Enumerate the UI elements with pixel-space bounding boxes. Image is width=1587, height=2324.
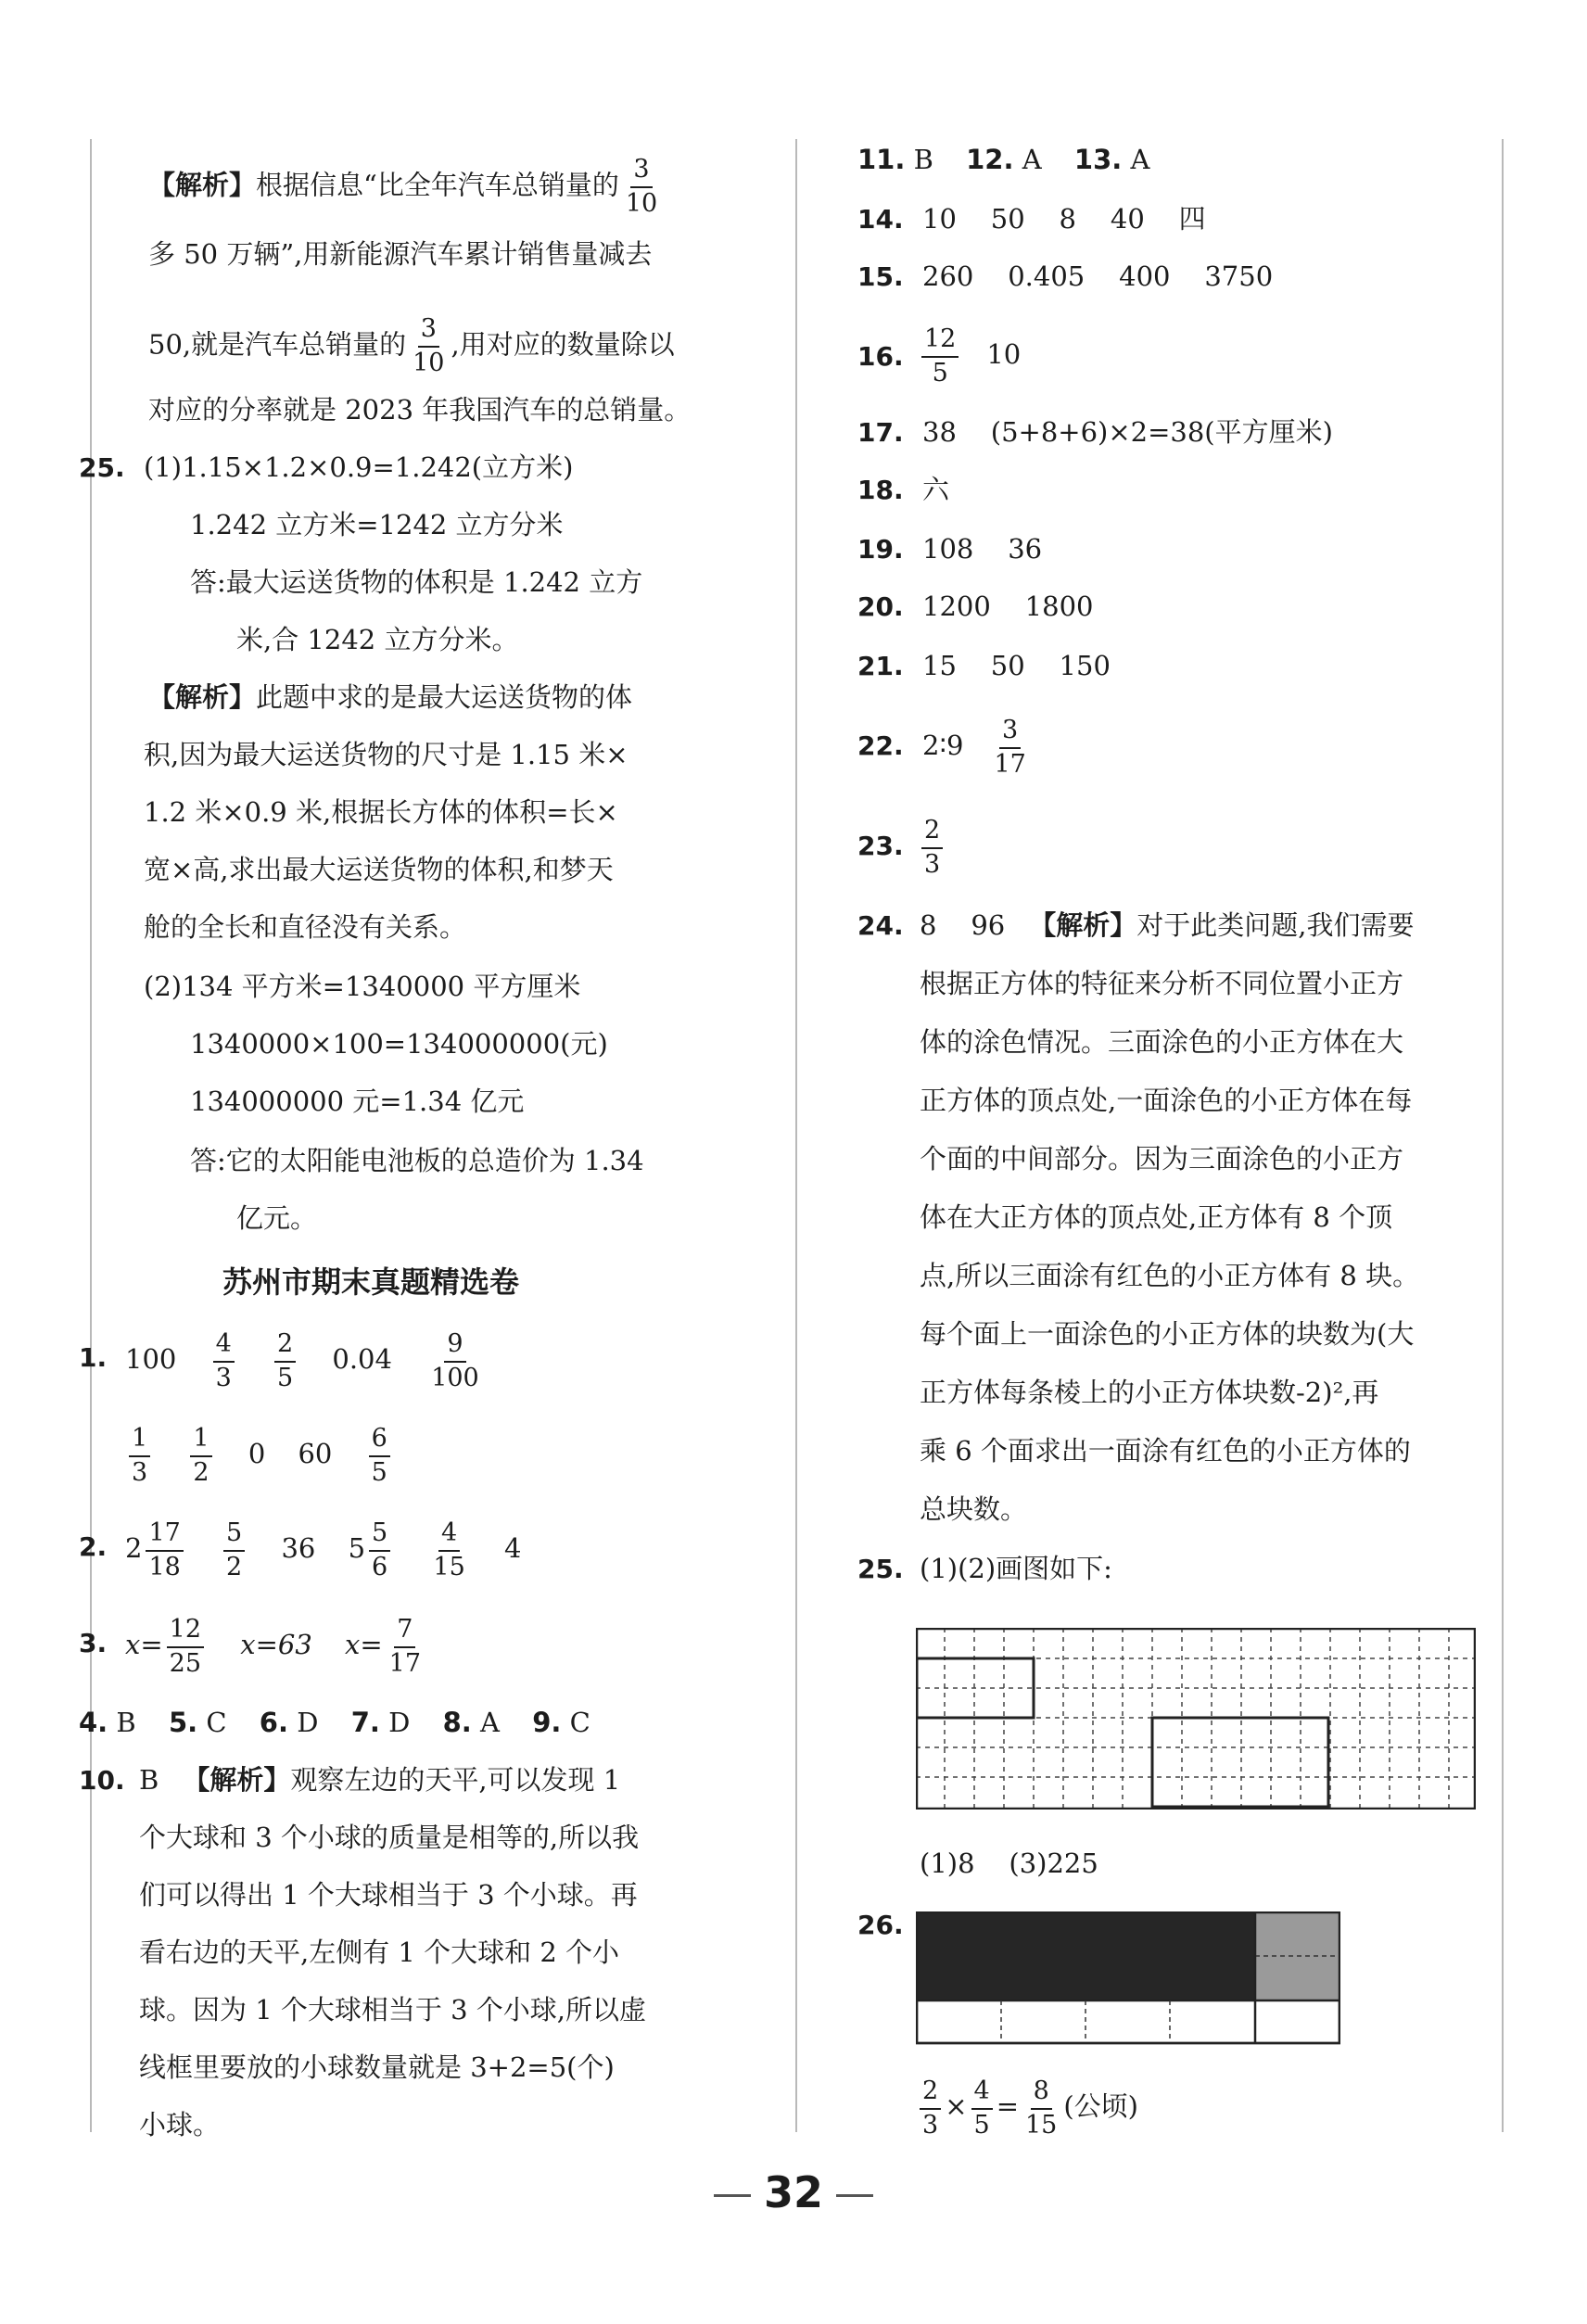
answer-line: 六 [922,474,950,505]
answer-row: 11. B 12. A 13. A [857,144,1150,175]
answer-line: (2)134 平方米=1340000 平方厘米 [144,971,581,1002]
question-number: 25. [79,452,125,483]
answer-line: 38 (5+8+6)×2=38(平方厘米) [922,416,1333,448]
unshaded-region [917,2000,1339,2043]
analysis-line: 小球。 [139,2109,221,2140]
fraction: $\frac{4}{5}$ [971,2077,993,2140]
analysis-line: 体的涂色情况。三面涂色的小正方体在大 [920,1026,1404,1058]
analysis-line: 体在大正方体的顶点处,正方体有 8 个顶 [920,1201,1393,1233]
analysis-line: 50,就是汽车总销量的 $\frac{3}{10}$ ,用对应的数量除以 [148,314,675,377]
fraction: $\frac{5}{6}$ [369,1519,390,1581]
analysis-line: 总块数。 [920,1493,1028,1525]
analysis-line: 1.2 米×0.9 米,根据长方体的体积=长× [144,796,618,828]
center-column-rule [795,139,797,2132]
answer-row: 2∶9 $\frac{3}{17}$ [922,710,1033,781]
fraction: $\frac{17}{18}$ [146,1519,183,1581]
answer-line: (1)1.15×1.2×0.9=1.242(立方米) [144,451,574,483]
question-number: 18. [857,475,904,505]
analysis-tag: 【解析】 [183,1764,291,1796]
analysis-line: 线框里要放的小球数量就是 3+2=5(个) [139,2051,615,2083]
answer-line: 1200 1800 [922,591,1094,622]
analysis-line: 们可以得出 1 个大球相当于 3 个小球。再 [139,1879,638,1911]
fraction: $\frac{3}{10}$ [413,314,445,377]
analysis-line: 点,所以三面涂有红色的小正方体有 8 块。 [920,1260,1420,1291]
question-number: 19. [857,534,904,565]
analysis-line: 根据正方体的特征来分析不同位置小正方 [920,968,1404,999]
answer-line: 答:最大运送货物的体积是 1.242 立方 [190,566,643,598]
answer-line: 1340000×100=134000000(元) [190,1028,608,1060]
answer-line: 260 0.405 400 3750 [922,260,1274,292]
fraction: $\frac{5}{2}$ [223,1519,245,1581]
analysis-tag: 【解析】 [1029,909,1137,941]
analysis-line: 个大球和 3 个小球的质量是相等的,所以我 [139,1822,640,1853]
analysis-line: 舱的全长和直径没有关系。 [144,911,467,943]
area-model-diagram [916,1911,1340,2045]
right-margin-rule [1502,139,1504,2132]
fraction: $\frac{8}{15}$ [1025,2076,1058,2140]
analysis-line: 8 96 【解析】对于此类问题,我们需要 [920,909,1415,941]
analysis-line: 正方体的顶点处,一面涂色的小正方体在每 [920,1085,1413,1116]
question-number: 25. [857,1554,904,1584]
answer-line: 1.242 立方米=1242 立方分米 [190,509,564,540]
answer-line: 10 50 8 40 四 [922,203,1206,235]
analysis-line: 正方体每条棱上的小正方体块数-2)²,再 [920,1377,1379,1408]
answer-row: $\frac{12}{5}$ 10 [918,319,1021,389]
fraction: $\frac{7}{17}$ [388,1614,422,1678]
answer-line: 108 36 [922,533,1043,565]
analysis-line: 乘 6 个面求出一面涂有红色的小正方体的 [920,1435,1411,1467]
fraction: $\frac{12}{5}$ [921,325,959,387]
question-number: 17. [857,417,904,448]
answer-row: 4. B 5. C 6. D 7. D 8. A 9. C [79,1707,590,1738]
question-number: 15. [857,261,904,292]
fraction: $\frac{9}{100}$ [431,1328,479,1392]
question-number: 14. [857,204,904,235]
answer-line: (1)(2)画图如下: [920,1553,1112,1584]
fraction: $\frac{3}{17}$ [994,715,1026,779]
analysis-line: 【解析】此题中求的是最大运送货物的体 [148,681,633,713]
question-number: 20. [857,591,904,622]
question-number: 22. [857,730,904,761]
answer-line: (1)8 (3)225 [920,1848,1098,1879]
question-number: 26. [857,1910,904,1940]
fraction: $\frac{3}{10}$ [625,155,658,218]
question-number: 3. [79,1628,108,1658]
page-number: 32 [0,2167,1587,2217]
analysis-line: 看右边的天平,左侧有 1 个大球和 2 个小 [139,1937,619,1968]
fraction: $\frac{12}{25}$ [167,1616,204,1678]
fraction: $\frac{1}{3}$ [129,1425,150,1487]
answer-row [918,810,946,881]
fraction: $\frac{2}{3}$ [920,2077,941,2140]
analysis-tag: 【解析】 [148,681,257,713]
analysis-line: B 【解析】观察左边的天平,可以发现 1 [139,1764,621,1796]
fraction: $\frac{2}{5}$ [274,1330,296,1392]
analysis-line: 每个面上一面涂色的小正方体的块数为(大 [920,1318,1415,1350]
question-number: 1. [79,1342,108,1373]
answer-row: 100 $\frac{4}{3}$ $\frac{2}{5}$ 0.04 $\frac{9}{100}$ [125,1324,486,1394]
fraction: $\frac{1}{2}$ [190,1425,211,1487]
analysis-line: 个面的中间部分。因为三面涂色的小正方 [920,1143,1404,1175]
answer-row: 2 $\frac{17}{18}$ $\frac{5}{2}$ 36 5 $\frac{5}{6}$ $\frac{4}{15}$ 4 [125,1518,522,1581]
analysis-line: 【解析】根据信息“比全年汽车总销量的 $\frac{3}{10}$ [148,156,664,218]
answer-row: $\frac{2}{3}$ × $\frac{4}{5}$ = $\frac{8}{15}$ (公顷) [916,2071,1138,2141]
analysis-tag: 【解析】 [148,169,257,201]
fraction: $\frac{6}{5}$ [369,1425,390,1487]
fraction: $\frac{4}{15}$ [433,1518,465,1581]
left-margin-rule [90,139,92,2132]
question-number: 10. [79,1765,125,1796]
analysis-line: 对应的分率就是 2023 年我国汽车的总销量。 [148,394,692,425]
section-title: 苏州市期末真题精选卷 [222,1264,520,1300]
fraction: $\frac{2}{3}$ [921,817,943,879]
analysis-line: 积,因为最大运送货物的尺寸是 1.15 米× [144,739,628,770]
question-number: 2. [79,1531,108,1562]
fraction: $\frac{4}{3}$ [213,1330,235,1392]
rectangle-2 [1152,1718,1328,1807]
answer-row: x= $\frac{12}{25}$ x=63 x= $\frac{7}{17}$ [125,1609,427,1680]
dark-shaded-region [917,1912,1255,2000]
grid-drawing [916,1628,1476,1810]
answer-line: 亿元。 [236,1202,318,1234]
answer-line: 134000000 元=1.34 亿元 [190,1086,525,1117]
analysis-line: 球。因为 1 个大球相当于 3 个小球,所以虚 [139,1994,646,2026]
answer-row: $\frac{1}{3}$ $\frac{1}{2}$ 0 60 $\frac{6}{5}$ [125,1418,394,1489]
answer-line: 15 50 150 [922,650,1111,681]
answer-line: 米,合 1242 立方分米。 [236,624,519,655]
analysis-line: 宽×高,求出最大运送货物的体积,和梦天 [144,854,614,885]
answer-line: 答:它的太阳能电池板的总造价为 1.34 [190,1145,644,1176]
question-number: 21. [857,651,904,681]
analysis-line: 多 50 万辆”,用新能源汽车累计销售量减去 [148,238,653,270]
question-number: 16. [857,341,904,372]
question-number: 23. [857,831,904,861]
question-number: 24. [857,910,904,941]
